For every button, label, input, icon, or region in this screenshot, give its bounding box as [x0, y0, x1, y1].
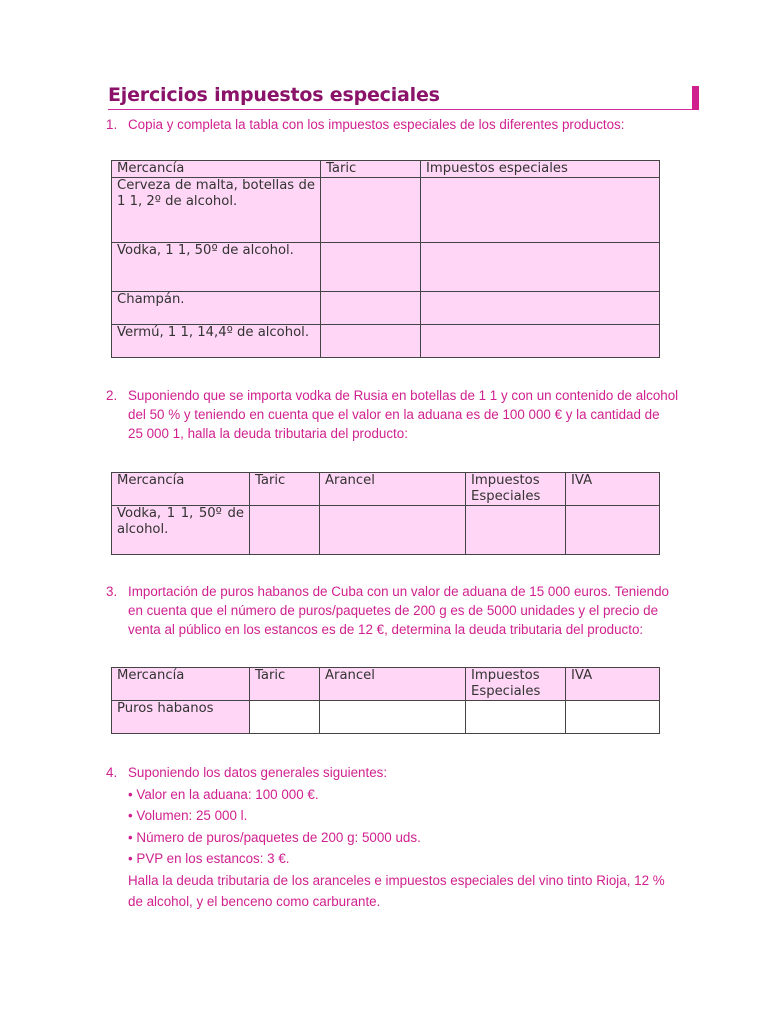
header-iva: IVA	[566, 473, 660, 506]
header-taric: Taric	[250, 473, 320, 506]
cell-impuestos[interactable]	[421, 325, 660, 358]
bullet-item: • PVP en los estancos: 3 €.	[128, 851, 290, 866]
table-header-row	[112, 668, 660, 701]
cell-mercancia: Vermú, 1 1, 14,4º de alcohol.	[112, 325, 321, 358]
cell-mercancia: Vodka, 1 1, 50º de alcohol.	[112, 506, 250, 555]
cell-mercancia: Puros habanos	[112, 701, 250, 734]
cell-iva[interactable]	[566, 701, 660, 734]
header-taric: Taric	[250, 668, 320, 701]
cell-mercancia: Vodka, 1 1, 50º de alcohol.	[112, 243, 321, 292]
header-arancel: Arancel	[320, 668, 466, 701]
page-title: Ejercicios impuestos especiales	[108, 84, 440, 106]
question-text-line: Halla la deuda tributaria de los aranceles e impuestos especiales del vino tinto Rioja, 12 %	[128, 872, 665, 888]
cell-arancel[interactable]	[320, 506, 466, 555]
question-text-line: venta al público en los estancos es de 12 €, determina la deuda tributaria del producto:	[128, 622, 644, 637]
cell-impuestos[interactable]	[421, 178, 660, 243]
question-1	[106, 115, 706, 134]
header-impuestos-especiales: Impuestos especiales	[421, 161, 660, 178]
table-header-row	[112, 473, 660, 506]
question-number: 3.	[106, 584, 118, 599]
table-row	[112, 701, 660, 734]
question-number: 4.	[106, 765, 118, 780]
title-underline	[108, 109, 698, 110]
question-3	[106, 582, 706, 639]
question-text-line: 25 000 1, halla la deuda tributaria del producto:	[128, 426, 408, 441]
header-mercancia: Mercancía	[112, 668, 250, 701]
question-text-line: Importación de puros habanos de Cuba con un valor de aduana de 15 000 euros. Teniendo	[128, 584, 669, 599]
table-q3	[111, 667, 660, 734]
bullet-item: • Valor en la aduana: 100 000 €.	[128, 786, 319, 802]
question-text-line: de alcohol, y el benceno como carburante.	[128, 894, 381, 909]
table-row	[112, 292, 660, 325]
question-text-line: Suponiendo que se importa vodka de Rusia en botellas de 1 1 y con un contenido de alcohol	[128, 388, 679, 403]
cell-taric[interactable]	[321, 178, 421, 243]
title-accent-bar	[692, 86, 699, 110]
bullet-item: • Volumen: 25 000 l.	[128, 808, 248, 823]
table-q1	[111, 160, 660, 358]
header-mercancia: Mercancía	[112, 161, 321, 178]
question-text-line: Suponiendo los datos generales siguientes:	[128, 765, 388, 780]
header-iva: IVA	[566, 668, 660, 701]
header-mercancia: Mercancía	[112, 473, 250, 506]
cell-taric[interactable]	[321, 243, 421, 292]
cell-impuestos[interactable]	[421, 243, 660, 292]
table-row	[112, 178, 660, 243]
header-impuestos-especiales: Impuestos Especiales	[466, 473, 566, 506]
cell-impuestos[interactable]	[466, 701, 566, 734]
cell-impuestos[interactable]	[466, 506, 566, 555]
table-row	[112, 243, 660, 292]
table-row	[112, 325, 660, 358]
question-2	[106, 386, 706, 443]
cell-taric[interactable]	[321, 292, 421, 325]
cell-taric[interactable]	[321, 325, 421, 358]
table-q2	[111, 472, 660, 555]
table-header-row	[112, 161, 660, 178]
header-impuestos-especiales: Impuestos Especiales	[466, 668, 566, 701]
bullet-item: • Número de puros/paquetes de 200 g: 5000 uds.	[128, 829, 421, 845]
cell-iva[interactable]	[566, 506, 660, 555]
table-row	[112, 506, 660, 555]
cell-impuestos[interactable]	[421, 292, 660, 325]
cell-mercancia: Champán.	[112, 292, 321, 325]
cell-mercancia: Cerveza de malta, botellas de 1 1, 2º de alcohol.	[112, 178, 321, 243]
cell-taric[interactable]	[250, 701, 320, 734]
header-arancel: Arancel	[320, 473, 466, 506]
question-text-line: del 50 % y teniendo en cuenta que el valor en la aduana es de 100 000 € y la cantidad de	[128, 407, 660, 422]
header-taric: Taric	[321, 161, 421, 178]
question-number: 1.	[106, 117, 118, 132]
question-text-line: en cuenta que el número de puros/paquetes de 200 g es de 5000 unidades y el precio de	[128, 603, 659, 618]
question-number: 2.	[106, 388, 118, 403]
question-text: Copia y completa la tabla con los impuestos especiales de los diferentes productos:	[128, 117, 625, 132]
cell-arancel[interactable]	[320, 701, 466, 734]
question-4	[106, 762, 706, 913]
cell-taric[interactable]	[250, 506, 320, 555]
